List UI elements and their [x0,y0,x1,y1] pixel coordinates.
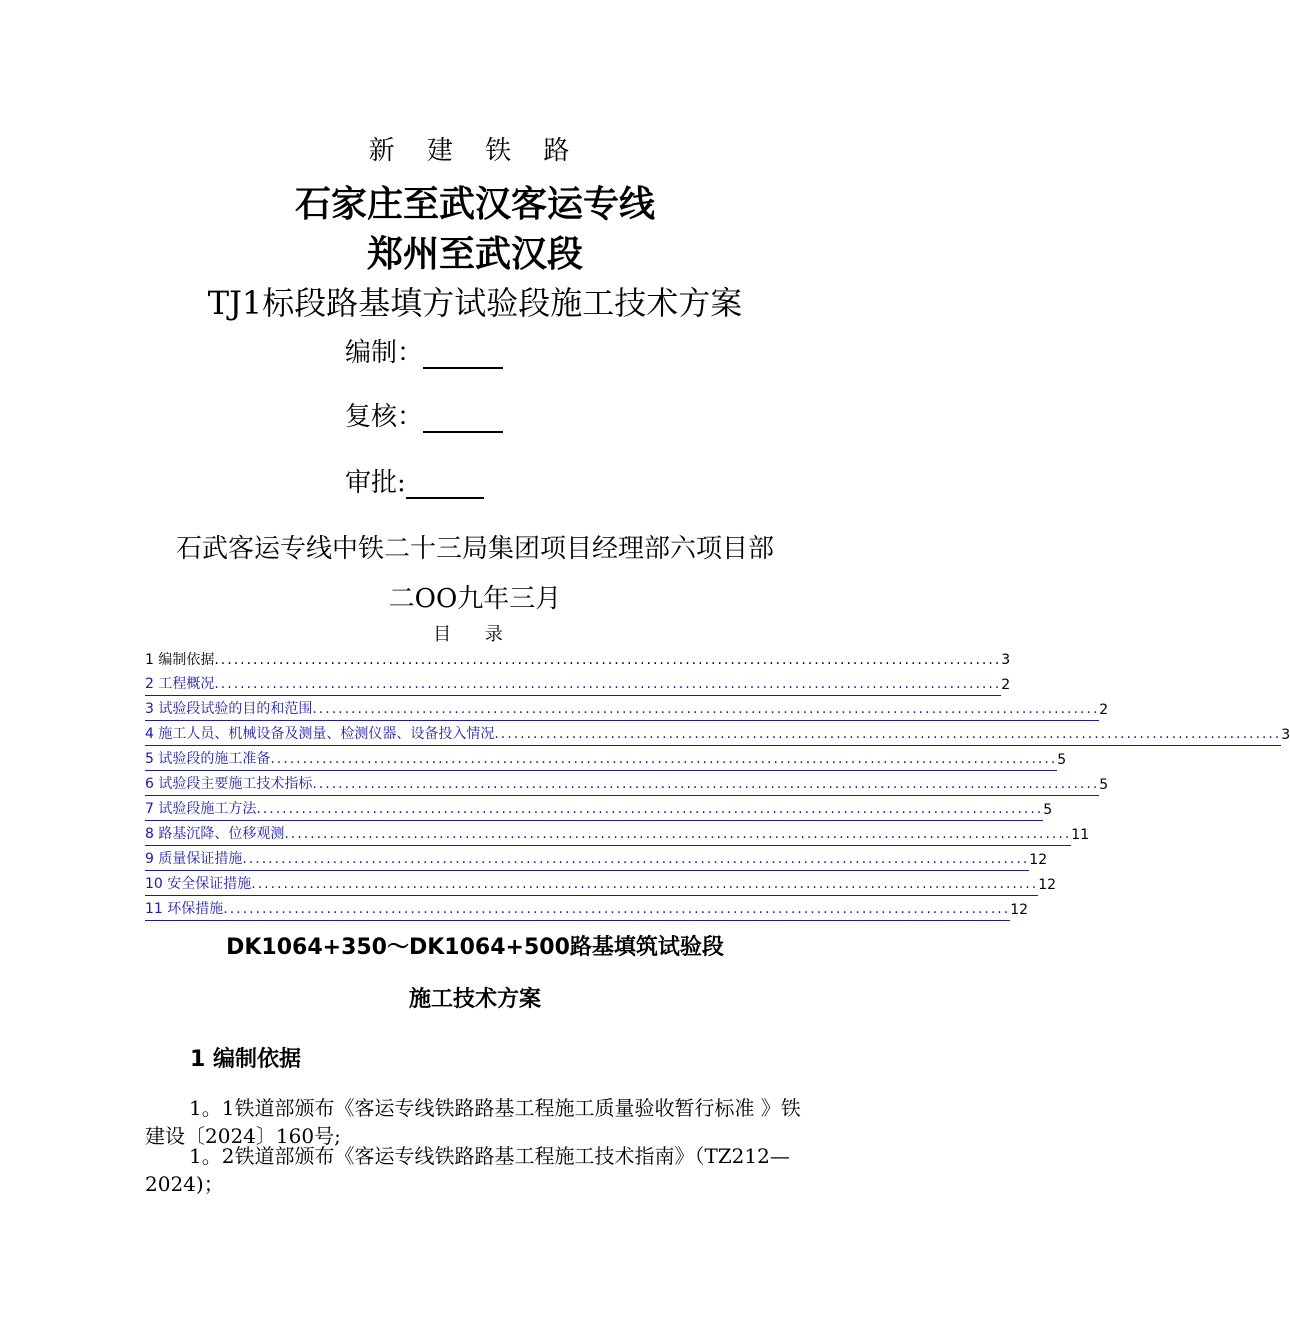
sign-compile-blank [423,343,503,369]
toc-item-5[interactable] [145,746,1067,771]
toc-item-10[interactable] [145,871,1057,896]
toc-item-label: 7 试验段施工方法 [145,801,257,817]
table-of-contents [145,646,1290,921]
toc-item-2[interactable] [145,671,1011,696]
toc-item-1[interactable] [145,646,1011,671]
toc-item-dots: .......................................................................................................................... [214,676,1002,692]
toc-item-3[interactable] [145,696,1109,721]
toc-title: 目 录 [433,624,517,645]
toc-item-6[interactable] [145,771,1109,796]
sign-review-label: 复核： [345,402,424,432]
toc-item-page: 12 [1038,877,1057,893]
toc-item-page: 5 [1043,802,1053,818]
toc-item-dots: .......................................................................................................................... [284,826,1072,842]
toc-item-label: 10 安全保证措施 [145,876,252,892]
toc-item-page: 5 [1057,752,1067,768]
toc-item-4[interactable] [145,721,1290,746]
sign-approve [345,462,484,499]
paragraph-1: 1。1铁道部颁布《客运专线铁路路基工程施工质量验收暂行标准 》铁建设〔2024〕160号; [145,1096,801,1148]
toc-item-11[interactable] [145,896,1029,921]
toc-item-dots: .......................................................................................................................... [494,726,1282,742]
main-title-line1: 石家庄至武汉客运专线 [294,184,655,225]
toc-item-page: 12 [1029,852,1048,868]
toc-item-dots: .......................................................................................................................... [270,751,1058,767]
sign-compile [345,332,503,369]
toc-item-label: 9 质量保证措施 [145,851,243,867]
toc-item-page: 2 [1001,677,1011,693]
sign-review-blank [423,407,503,433]
toc-item-dots: .......................................................................................................................... [312,701,1100,717]
toc-item-7[interactable] [145,796,1053,821]
toc-item-9[interactable] [145,846,1048,871]
toc-item-dots: .......................................................................................................................... [223,901,1011,917]
toc-item-label: 3 试验段试验的目的和范围 [145,701,313,717]
top-label: 新 建 铁 路 [368,136,582,166]
toc-item-page: 3 [1281,727,1290,743]
toc-item-label: 11 环保措施 [145,901,224,917]
toc-item-page: 3 [1001,652,1011,668]
toc-item-label: 2 工程概况 [145,676,215,692]
toc-item-label: 5 试验段的施工准备 [145,751,271,767]
toc-item-dots: .......................................................................................................................... [242,851,1030,867]
heading-basis: 1 编制依据 [190,1047,301,1072]
sign-review [345,396,503,433]
toc-item-page: 2 [1099,702,1109,718]
toc-item-dots: .......................................................................................................................... [214,652,1002,668]
toc-item-page: 11 [1071,827,1090,843]
toc-item-page: 12 [1010,902,1029,918]
main-title-line3: TJ1标段路基填方试验段施工技术方案 [207,284,743,322]
date: 二OO九年三月 [388,584,562,614]
toc-item-page: 5 [1099,777,1109,793]
sign-approve-blank [406,473,484,499]
section-title-line1: DK1064+350～DK1064+500路基填筑试验段 [226,935,724,960]
paragraph-2: 1。2铁道部颁布《客运专线铁路路基工程施工技术指南》（TZ212—2024)； [145,1144,790,1196]
section-title-line2: 施工技术方案 [408,987,541,1012]
organization: 石武客运专线中铁二十三局集团项目经理部六项目部 [175,534,774,564]
toc-item-label: 1 编制依据 [145,652,215,668]
sign-compile-label: 编制： [345,338,424,368]
toc-item-dots: .......................................................................................................................... [256,801,1044,817]
sign-approve-label: 审批: [345,468,406,498]
toc-item-label: 4 施工人员、机械设备及测量、检测仪器、设备投入情况 [145,726,495,742]
toc-item-label: 6 试验段主要施工技术指标 [145,776,313,792]
toc-item-dots: .......................................................................................................................... [251,876,1039,892]
main-title-line2: 郑州至武汉段 [366,234,583,275]
toc-item-dots: .......................................................................................................................... [312,776,1100,792]
toc-item-8[interactable] [145,821,1090,846]
toc-item-label: 8 路基沉降、位移观测 [145,826,285,842]
